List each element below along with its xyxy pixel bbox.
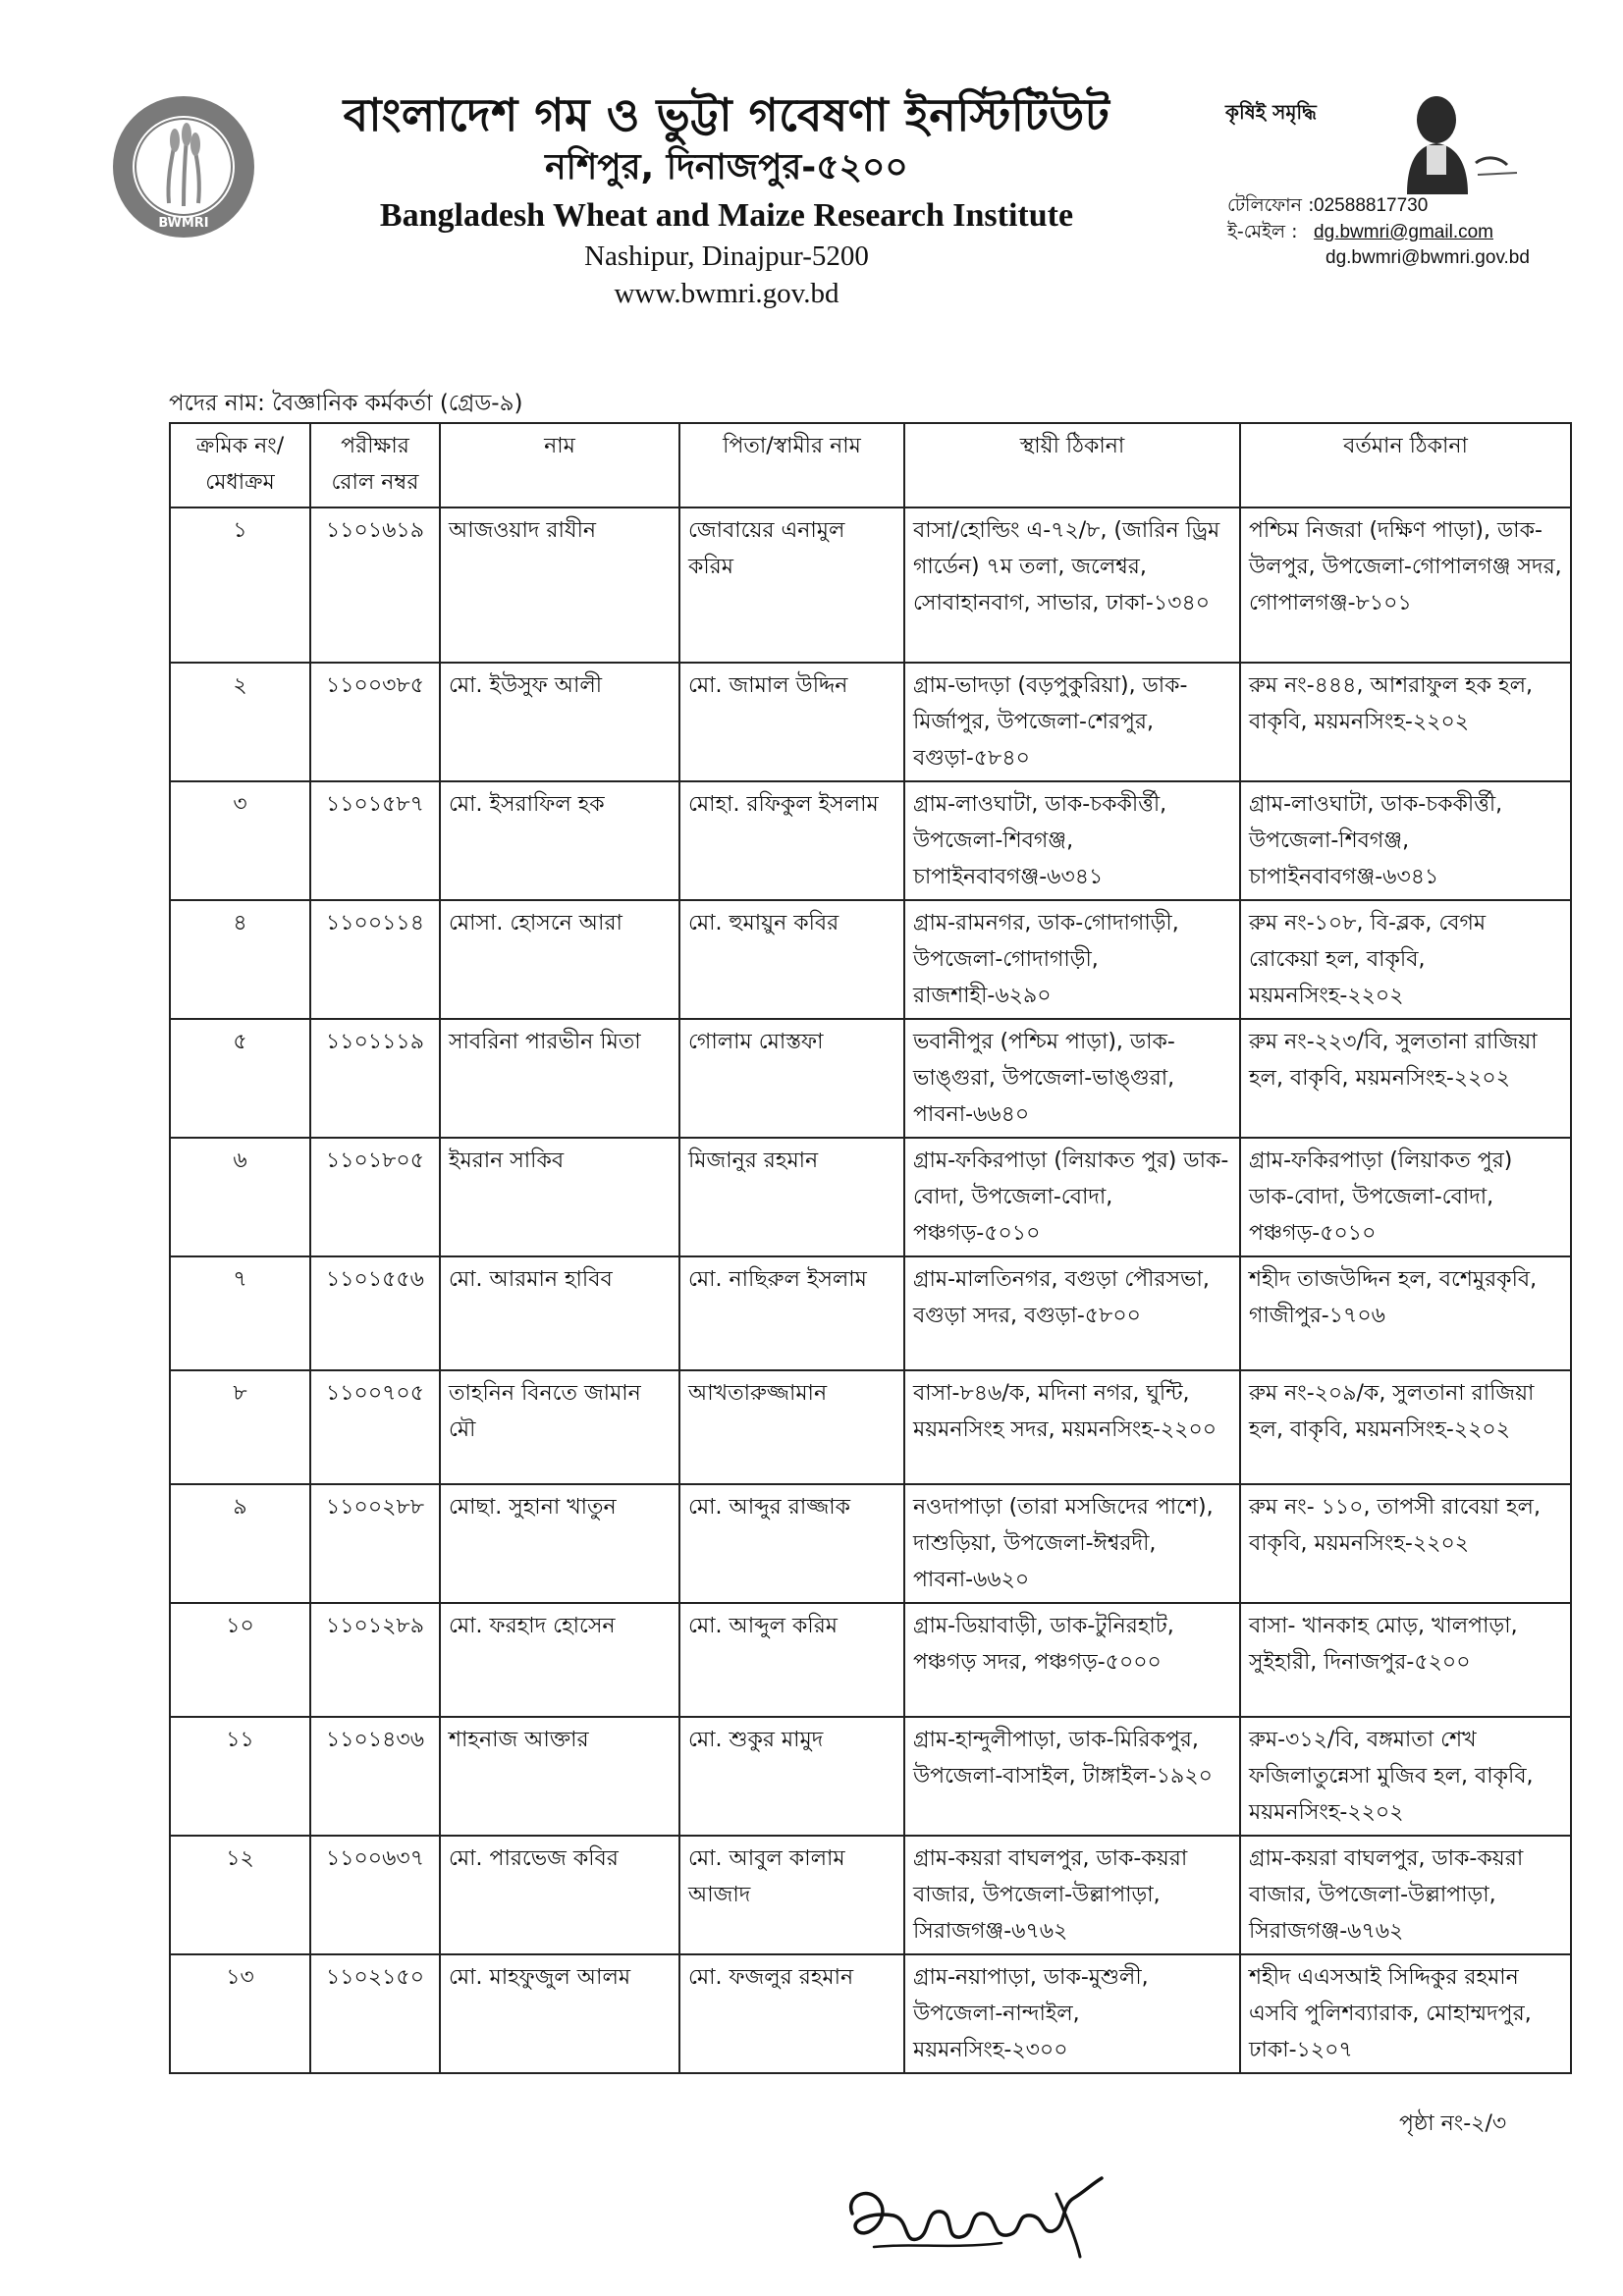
letterhead [285, 86, 1168, 312]
cell-permanent-address: নওদাপাড়া (তারা মসজিদের পাশে), দাশুড়িয়া, উপজেলা-ঈশ্বরদী, পাবনা-৬৬২০ [904, 1484, 1240, 1603]
table-row [170, 781, 1571, 900]
cell-permanent-address: ভবানীপুর (পশ্চিম পাড়া), ডাক-ভাঙ্গুরা, উপজেলা-ভাঙ্গুরা, পাবনা-৬৬৪০ [904, 1019, 1240, 1138]
cell-roll: ১১০২১৫০ [310, 1954, 440, 2073]
table-row [170, 900, 1571, 1019]
cell-permanent-address: গ্রাম-হান্দুলীপাড়া, ডাক-মিরিকপুর, উপজেলা-বাসাইল, টাঙ্গাইল-১৯২০ [904, 1717, 1240, 1836]
table-header-row [170, 423, 1571, 507]
cell-roll: ১১০০২৮৮ [310, 1484, 440, 1603]
institute-name-bn: বাংলাদেশ গম ও ভুট্টা গবেষণা ইনস্টিটিউট [343, 88, 1110, 141]
phone-number: 02588817730 [1314, 195, 1429, 216]
table-row [170, 1717, 1571, 1836]
table-row [170, 507, 1571, 663]
cell-serial: ২ [170, 663, 310, 781]
cell-permanent-address: গ্রাম-নয়াপাড়া, ডাক-মুশুলী, উপজেলা-নান্দাইল, ময়মনসিংহ-২৩০০ [904, 1954, 1240, 2073]
header-present-address: বর্তমান ঠিকানা [1240, 423, 1571, 507]
bwmri-logo [110, 93, 257, 240]
cell-father: মোহা. রফিকুল ইসলাম [679, 781, 904, 900]
header-name: নাম [440, 423, 679, 507]
slogan: কৃষিই সমৃদ্ধি [1225, 100, 1317, 124]
cell-father: মো. হুমায়ুন কবির [679, 900, 904, 1019]
table-row [170, 1019, 1571, 1138]
portrait-image [1389, 86, 1537, 194]
cell-father: মো. আব্দুর রাজ্জাক [679, 1484, 904, 1603]
cell-serial: ৯ [170, 1484, 310, 1603]
cell-name: মো. আরমান হাবিব [440, 1256, 679, 1370]
cell-present-address: রুম নং-২২৩/বি, সুলতানা রাজিয়া হল, বাকৃবি, ময়মনসিংহ-২২০২ [1240, 1019, 1571, 1138]
cell-father: গোলাম মোস্তফা [679, 1019, 904, 1138]
table-row [170, 1256, 1571, 1370]
cell-roll: ১১০১৬১৯ [310, 507, 440, 663]
email-secondary[interactable]: dg.bwmri@bwmri.gov.bd [1325, 247, 1530, 268]
cell-father: আখতারুজ্জামান [679, 1370, 904, 1484]
cell-present-address: রুম নং- ১১০, তাপসী রাবেয়া হল, বাকৃবি, ময়মনসিংহ-২২০২ [1240, 1484, 1571, 1603]
cell-present-address: গ্রাম-ফকিরপাড়া (লিয়াকত পুর) ডাক-বোদা, উপজেলা-বোদা, পঞ্চগড়-৫০১০ [1240, 1138, 1571, 1256]
cell-serial: ১ [170, 507, 310, 663]
cell-present-address: রুম নং-১০৮, বি-ব্লক, বেগম রোকেয়া হল, বাকৃবি, ময়মনসিংহ-২২০২ [1240, 900, 1571, 1019]
cell-roll: ১১০১৪৩৬ [310, 1717, 440, 1836]
cell-serial: ৬ [170, 1138, 310, 1256]
header-serial-line1: ক্রমিক নং/ [195, 434, 285, 458]
table-row [170, 1603, 1571, 1717]
cell-roll: ১১০১৫৫৬ [310, 1256, 440, 1370]
cell-name: মো. ইউসুফ আলী [440, 663, 679, 781]
cell-permanent-address: গ্রাম-ভাদড়া (বড়পুকুরিয়া), ডাক-মির্জাপুর, উপজেলা-শেরপুর, বগুড়া-৫৮৪০ [904, 663, 1240, 781]
cell-father: মো. জামাল উদ্দিন [679, 663, 904, 781]
cell-name: তাহনিন বিনতে জামান মৌ [440, 1370, 679, 1484]
cell-roll: ১১০১৮০৫ [310, 1138, 440, 1256]
cell-serial: ১৩ [170, 1954, 310, 2073]
header-father: পিতা/স্বামীর নাম [679, 423, 904, 507]
cell-father: মো. নাছিরুল ইসলাম [679, 1256, 904, 1370]
cell-permanent-address: বাসা-৮৪৬/ক, মদিনা নগর, ঘুন্টি, ময়মনসিংহ সদর, ময়মনসিংহ-২২০০ [904, 1370, 1240, 1484]
signature [835, 2155, 1119, 2272]
cell-serial: ৭ [170, 1256, 310, 1370]
post-title: পদের নাম: বৈজ্ঞানিক কর্মকর্তা (গ্রেড-৯) [169, 391, 523, 416]
cell-permanent-address: বাসা/হোল্ডিং এ-৭২/৮, (জারিন ড্রিম গার্ডেন) ৭ম তলা, জলেশ্বর, সোবাহানবাগ, সাভার, ঢাকা-১৩৪০ [904, 507, 1240, 663]
table-row [170, 1954, 1571, 2073]
header-roll-line1: পরীক্ষার [341, 434, 409, 458]
cell-present-address: রুম নং-২০৯/ক, সুলতানা রাজিয়া হল, বাকৃবি, ময়মনসিংহ-২২০২ [1240, 1370, 1571, 1484]
cell-permanent-address: গ্রাম-ডিয়াবাড়ী, ডাক-টুনিরহাট, পঞ্চগড় সদর, পঞ্চগড়-৫০০০ [904, 1603, 1240, 1717]
table-row [170, 1836, 1571, 1954]
institute-name-en: Bangladesh Wheat and Maize Research Institute [379, 197, 1074, 234]
cell-present-address: রুম-৩১২/বি, বঙ্গমাতা শেখ ফজিলাতুন্নেসা মুজিব হল, বাকৃবি, ময়মনসিংহ-২২০২ [1240, 1717, 1571, 1836]
cell-serial: ৩ [170, 781, 310, 900]
cell-name: শাহনাজ আক্তার [440, 1717, 679, 1836]
cell-name: মোসা. হোসনে আরা [440, 900, 679, 1019]
cell-serial: ১০ [170, 1603, 310, 1717]
table-row [170, 663, 1571, 781]
cell-serial: ৫ [170, 1019, 310, 1138]
cell-name: ইমরান সাকিব [440, 1138, 679, 1256]
header-permanent-address: স্থায়ী ঠিকানা [904, 423, 1240, 507]
cell-present-address: গ্রাম-কয়রা বাঘলপুর, ডাক-কয়রা বাজার, উপজেলা-উল্লাপাড়া, সিরাজগঞ্জ-৬৭৬২ [1240, 1836, 1571, 1954]
cell-name: মো. মাহফুজুল আলম [440, 1954, 679, 2073]
cell-name: আজওয়াদ রাযীন [440, 507, 679, 663]
institute-address-en: Nashipur, Dinajpur-5200 [584, 240, 869, 272]
cell-roll: ১১০০৩৮৫ [310, 663, 440, 781]
cell-name: মোছা. সুহানা খাতুন [440, 1484, 679, 1603]
cell-father: মো. ফজলুর রহমান [679, 1954, 904, 2073]
website-url: www.bwmri.gov.bd [614, 278, 839, 309]
cell-roll: ১১০০৭০৫ [310, 1370, 440, 1484]
cell-roll: ১১০১২৮৯ [310, 1603, 440, 1717]
header-roll-line2: রোল নম্বর [331, 470, 419, 495]
cell-serial: ১২ [170, 1836, 310, 1954]
cell-present-address: পশ্চিম নিজরা (দক্ষিণ পাড়া), ডাক-উলপুর, উপজেলা-গোপালগঞ্জ সদর, গোপালগঞ্জ-৮১০১ [1240, 507, 1571, 663]
header-roll [310, 423, 440, 507]
institute-address-bn: নশিপুর, দিনাজপুর-৫২০০ [545, 147, 908, 187]
cell-serial: ৮ [170, 1370, 310, 1484]
cell-serial: ৪ [170, 900, 310, 1019]
logo-text: BWMRI [158, 216, 209, 231]
table-row [170, 1138, 1571, 1256]
cell-present-address: রুম নং-৪৪৪, আশরাফুল হক হল, বাকৃবি, ময়মনসিংহ-২২০২ [1240, 663, 1571, 781]
header-serial [170, 423, 310, 507]
table-row [170, 1370, 1571, 1484]
contact-block [1227, 192, 1530, 271]
cell-name: মো. ফরহাদ হোসেন [440, 1603, 679, 1717]
table-row [170, 1484, 1571, 1603]
cell-roll: ১১০০১১৪ [310, 900, 440, 1019]
cell-father: মো. আব্দুল করিম [679, 1603, 904, 1717]
phone-label: টেলিফোন : [1227, 194, 1315, 216]
cell-roll: ১১০১১১৯ [310, 1019, 440, 1138]
cell-serial: ১১ [170, 1717, 310, 1836]
cell-father: জোবায়ের এনামুল করিম [679, 507, 904, 663]
email-label: ই-মেইল : [1227, 221, 1298, 242]
cell-permanent-address: গ্রাম-কয়রা বাঘলপুর, ডাক-কয়রা বাজার, উপজেলা-উল্লাপাড়া, সিরাজগঞ্জ-৬৭৬২ [904, 1836, 1240, 1954]
cell-permanent-address: গ্রাম-লাওঘাটা, ডাক-চককীর্ত্তী, উপজেলা-শিবগঞ্জ, চাপাইনবাবগঞ্জ-৬৩৪১ [904, 781, 1240, 900]
cell-permanent-address: গ্রাম-মালতিনগর, বগুড়া পৌরসভা, বগুড়া সদর, বগুড়া-৫৮০০ [904, 1256, 1240, 1370]
merit-list-table [169, 422, 1572, 2074]
cell-name: মো. পারভেজ কবির [440, 1836, 679, 1954]
page-number: পৃষ্ঠা নং-২/৩ [1399, 2111, 1507, 2136]
cell-present-address: শহীদ এএসআই সিদ্দিকুর রহমান এসবি পুলিশব্যারাক, মোহাম্মদপুর, ঢাকা-১২০৭ [1240, 1954, 1571, 2073]
cell-roll: ১১০০৬৩৭ [310, 1836, 440, 1954]
cell-permanent-address: গ্রাম-ফকিরপাড়া (লিয়াকত পুর) ডাক-বোদা, উপজেলা-বোদা, পঞ্চগড়-৫০১০ [904, 1138, 1240, 1256]
cell-father: মিজানুর রহমান [679, 1138, 904, 1256]
cell-father: মো. আবুল কালাম আজাদ [679, 1836, 904, 1954]
header-serial-line2: মেধাক্রম [205, 470, 275, 495]
cell-name: মো. ইসরাফিল হক [440, 781, 679, 900]
cell-roll: ১১০১৫৮৭ [310, 781, 440, 900]
cell-present-address: শহীদ তাজউদ্দিন হল, বশেমুরকৃবি, গাজীপুর-১৭০৬ [1240, 1256, 1571, 1370]
cell-present-address: গ্রাম-লাওঘাটা, ডাক-চককীর্ত্তী, উপজেলা-শিবগঞ্জ, চাপাইনবাবগঞ্জ-৬৩৪১ [1240, 781, 1571, 900]
cell-present-address: বাসা- খানকাহ মোড়, খালপাড়া, সুইহারী, দিনাজপুর-৫২০০ [1240, 1603, 1571, 1717]
cell-permanent-address: গ্রাম-রামনগর, ডাক-গোদাগাড়ী, উপজেলা-গোদাগাড়ী, রাজশাহী-৬২৯০ [904, 900, 1240, 1019]
email-primary[interactable]: dg.bwmri@gmail.com [1314, 222, 1493, 242]
cell-name: সাবরিনা পারভীন মিতা [440, 1019, 679, 1138]
cell-father: মো. শুকুর মামুদ [679, 1717, 904, 1836]
